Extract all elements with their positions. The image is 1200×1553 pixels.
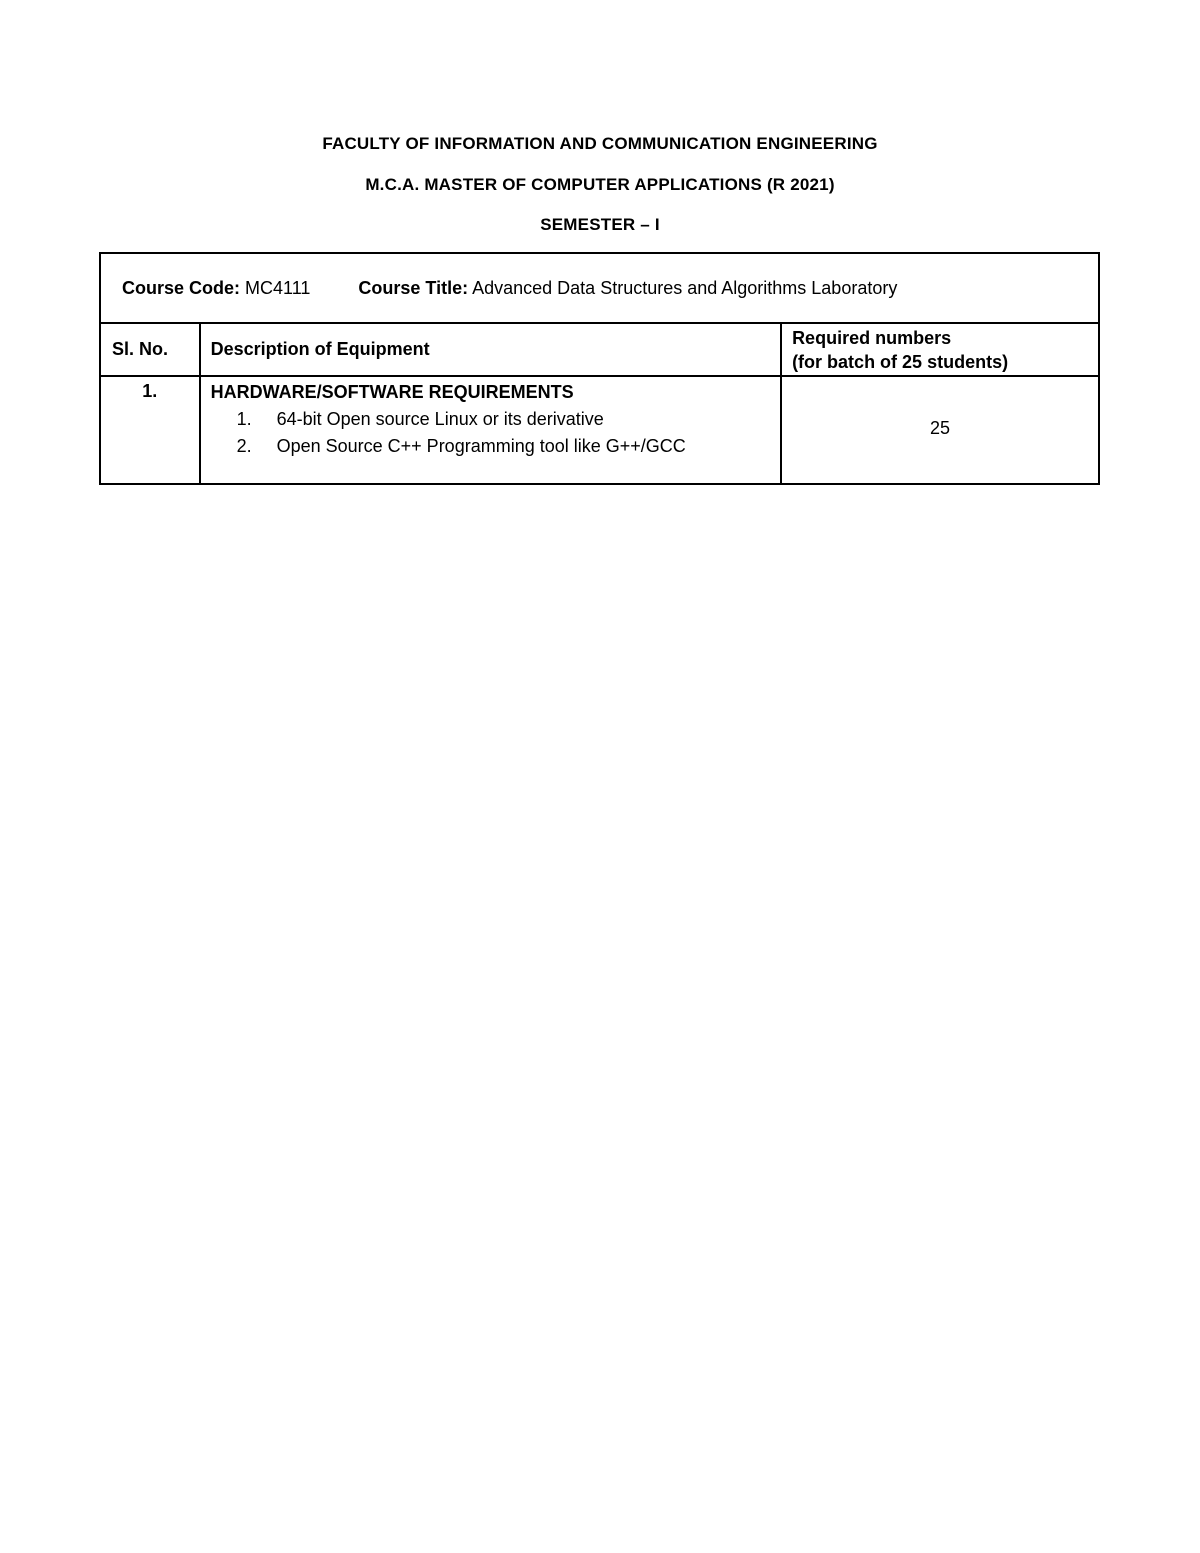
- program-heading: M.C.A. MASTER OF COMPUTER APPLICATIONS (R 2021): [365, 175, 835, 194]
- requirements-heading: HARDWARE/SOFTWARE REQUIREMENTS: [210, 382, 574, 402]
- table-row: [100, 376, 1099, 484]
- header-required-line1: Required numbers: [792, 327, 952, 348]
- header-required: [781, 323, 1099, 376]
- row-description: [200, 376, 781, 484]
- list-item-number: 2.: [236, 436, 252, 456]
- list-item-number: 1.: [236, 409, 252, 429]
- course-title-value: Advanced Data Structures and Algorithms Laboratory: [472, 277, 898, 298]
- requirements-list: [211, 406, 780, 460]
- course-code: [122, 278, 310, 299]
- header-sl-no: Sl. No.: [100, 323, 200, 376]
- list-item: [237, 433, 780, 460]
- faculty-heading: FACULTY OF INFORMATION AND COMMUNICATION ENGINEERING: [322, 134, 878, 153]
- list-item-text: 64-bit Open source Linux or its derivative: [276, 409, 604, 429]
- course-info-cell: [100, 253, 1099, 323]
- course-info-row: [100, 253, 1099, 323]
- header-description: Description of Equipment: [200, 323, 781, 376]
- course-code-label: Course Code:: [122, 277, 241, 298]
- course-title: [358, 278, 897, 299]
- row-sl-no: 1.: [100, 376, 200, 484]
- list-item: [237, 406, 780, 433]
- semester-heading: SEMESTER – I: [540, 215, 660, 234]
- table-header-row: [100, 323, 1099, 376]
- equipment-table: [99, 252, 1100, 485]
- course-code-value: MC4111: [245, 277, 311, 298]
- row-required-count: 25: [781, 376, 1099, 484]
- course-title-label: Course Title:: [358, 277, 469, 298]
- header-required-line2: (for batch of 25 students): [792, 351, 1009, 372]
- list-item-text: Open Source C++ Programming tool like G++/GCC: [276, 436, 686, 456]
